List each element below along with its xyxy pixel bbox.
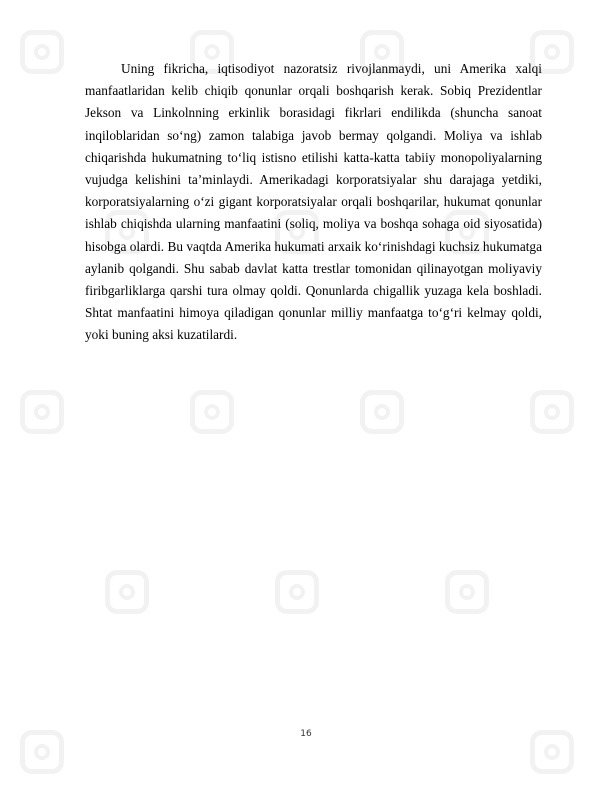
body-paragraph: Uning fikricha, iqtisodiyot nazoratsiz rivojlanmaydi, uni Amerika xalqi manfaatlaridan kelib chiqib qonunlar orqali boshqarish kerak. Sobiq Prezidentlar Jekson va Linkolnning erkinlik borasidagi fikrlari endilikda (shuncha sanoat inqiloblaridan so‘ng) zamon talabiga javob bermay qolgandi. Moliya va ishlab chiqarishda hukumatning to‘liq istisno etilishi katta-katta tabiiy monopoliyalarning vujudga kelishini ta’minlaydi. Amerikadagi korporatsiyalar shu darajaga yetdiki, korporatsiyalarning o‘zi gigant korporatsiyalar orqali boshqarilar, hukumat qonunlar ishlab chiqishda ularning manfaatini (soliq, moliya va boshqa sohaga oid siyosatida) hisobga olardi. Bu vaqtda Amerika hukumati arxaik ko‘rinishdagi kuchsiz hukumatga aylanib qolgandi. Shu sabab davlat katta trestlar tomonidan qilinayotgan moliyaviy firibgarliklarga qarshi tura olmay qoldi. Qonunlarda chigallik yuzaga kela boshladi. Shtat manfaatini himoya qiladigan qonunlar milliy manfaatga to‘g‘ri kelmay qoldi, yoki buning aksi kuzatilardi. — [85, 61, 542, 343]
watermark-logo-icon — [275, 570, 319, 614]
watermark-logo-icon — [105, 570, 149, 614]
watermark-logo-icon — [190, 390, 234, 434]
watermark-logo-icon — [530, 390, 574, 434]
watermark-logo-icon — [20, 30, 64, 74]
watermark-logo-icon — [20, 390, 64, 434]
watermark-logo-icon — [445, 570, 489, 614]
watermark-logo-icon — [360, 390, 404, 434]
page-number: 16 — [300, 729, 312, 739]
document-body — [85, 58, 542, 347]
